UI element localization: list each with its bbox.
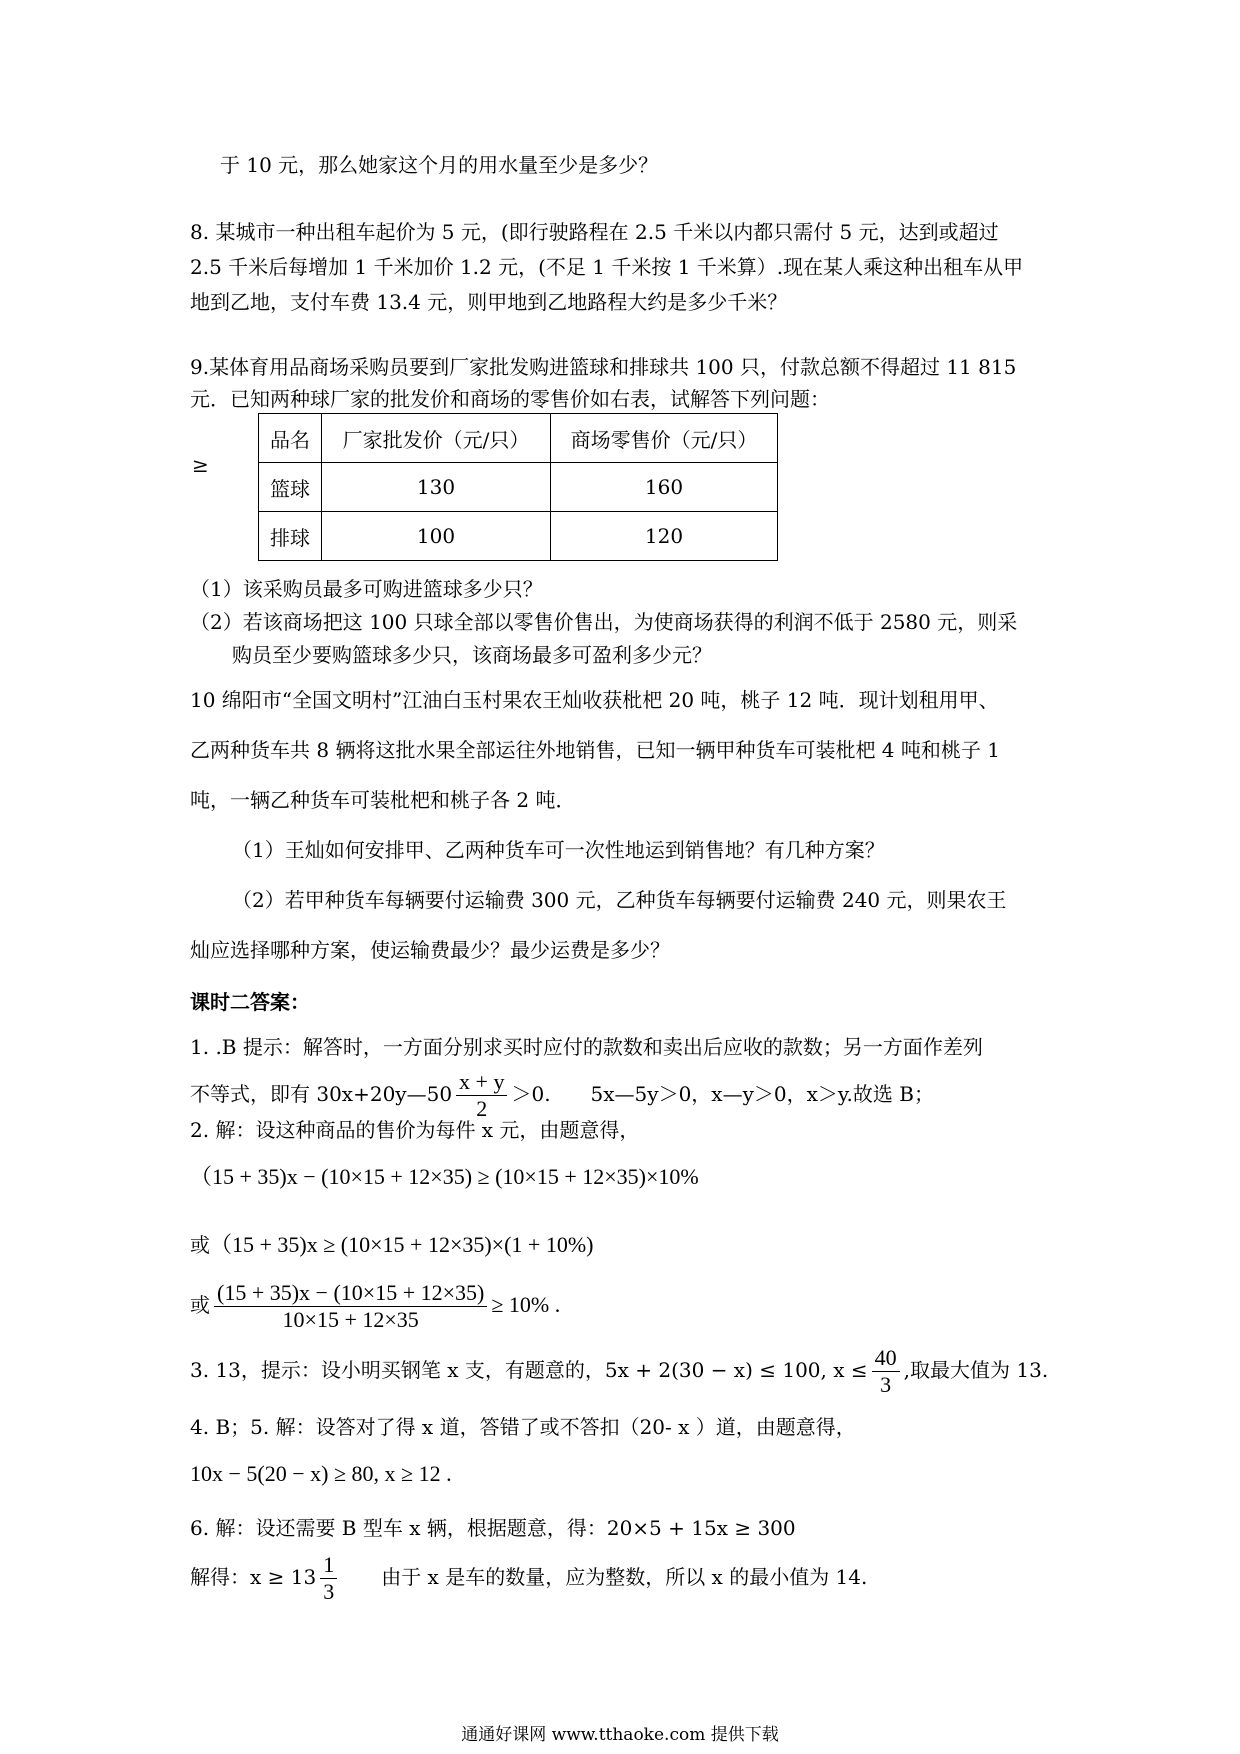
fraction-denominator: 2 xyxy=(476,1096,488,1121)
fraction-numerator: x + y xyxy=(456,1069,507,1096)
question-10: 10 绵阳市“全国文明村”江油白玉村果农王灿收获枇杷 20 吨，桃子 12 吨．现计划租用甲、 xyxy=(190,688,999,712)
answer-1: 1. .B 提示：解答时，一方面分别求买时应付的款数和卖出后应收的款数；另一方面作差列 xyxy=(190,1035,983,1059)
answer-6-text-2: 由于 x 是车的数量，应为整数，所以 x 的最小值为 14. xyxy=(381,1565,868,1589)
answer-2-equation-1: （15 + 35)x − (10×15 + 12×35) ≥ (10×15 + 12×35)×10% xyxy=(190,1164,699,1189)
table-cell: 120 xyxy=(551,512,778,561)
table-row xyxy=(259,512,778,561)
fraction-numerator: 1 xyxy=(320,1552,337,1579)
answer-5-equation: 10x − 5(20 − x) ≥ 80, x ≥ 12 . xyxy=(190,1461,452,1486)
answer-2-equation-3 xyxy=(190,1275,560,1335)
fraction-denominator: 3 xyxy=(880,1372,892,1397)
table-cell: 160 xyxy=(551,463,778,512)
question-10-line-3: 吨，一辆乙种货车可装枇杷和桃子各 2 吨． xyxy=(190,788,576,812)
question-9-part-2-line-2: 购员至少要购篮球多少只，该商场最多可盈利多少元？ xyxy=(232,643,712,667)
table-cell: 130 xyxy=(322,463,551,512)
table-cell: 100 xyxy=(322,512,551,561)
question-10-line-2: 乙两种货车共 8 辆将这批水果全部运往外地销售，已知一辆甲种货车可装枇杷 4 吨和桃子 1 xyxy=(190,738,1000,762)
table-header-row xyxy=(259,414,778,463)
or-label: 或 xyxy=(190,1293,210,1317)
answer-2: 2. 解：设这种商品的售价为每件 x 元，由题意得， xyxy=(190,1118,640,1142)
table-cell: 篮球 xyxy=(259,463,322,512)
fraction-denominator: 3 xyxy=(323,1579,335,1604)
table-header-cell: 厂家批发价（元/只） xyxy=(322,414,551,463)
fraction xyxy=(320,1552,337,1605)
table-cell: 排球 xyxy=(259,512,322,561)
question-9-part-2: （2）若该商场把这 100 只球全部以零售价售出，为使商场获得的利润不低于 2580 元，则采 xyxy=(190,610,1018,634)
equation-tail: ≥ 10% . xyxy=(491,1292,561,1317)
table-row xyxy=(259,463,778,512)
stray-symbol: ≥ xyxy=(192,453,209,477)
question-8-line-3: 地到乙地，支付车费 13.4 元，则甲地到乙地路程大约是多少千米？ xyxy=(190,290,788,314)
table-header-cell: 品名 xyxy=(259,414,322,463)
answer-3-text: 3. 13，提示：设小明买钢笔 x 支，有题意的，5x + 2(30 − x) ≤ 100, x ≤ xyxy=(190,1358,868,1382)
question-9-line-2: 元．已知两种球厂家的批发价和商场的零售价如右表，试解答下列问题： xyxy=(190,387,830,411)
question-8: 8. 某城市一种出租车起价为 5 元，(即行驶路程在 2.5 千米以内都只需付 5 元，达到或超过 xyxy=(190,220,999,244)
answer-1-text-2: ＞0. 5x—5y＞0，x—y＞0，x＞y.故选 B； xyxy=(511,1082,934,1106)
question-10-part-1: （1）王灿如何安排甲、乙两种货车可一次性地运到销售地？有几种方案？ xyxy=(232,838,885,862)
fraction-numerator: (15 + 35)x − (10×15 + 12×35) xyxy=(214,1280,487,1307)
answer-3-text-2: ,取最大值为 13. xyxy=(903,1358,1049,1382)
question-10-part-2-line-2: 灿应选择哪种方案，使运输费最少？最少运费是多少？ xyxy=(190,938,670,962)
question-9: 9.某体育用品商场采购员要到厂家批发购进篮球和排球共 100 只，付款总额不得超过 11 815 xyxy=(190,355,1017,379)
answer-6-line-2 xyxy=(190,1547,867,1607)
fraction-denominator: 10×15 + 12×35 xyxy=(282,1307,419,1332)
answer-2-equation-2 xyxy=(190,1230,593,1260)
page-footer: 通通好课网 www.tthaoke.com 提供下载 xyxy=(461,1725,779,1745)
answer-4-5: 4. B；5. 解：设答对了得 x 道，答错了或不答扣（20- x ）道，由题意得， xyxy=(190,1415,856,1439)
answer-6-text: 解得：x ≥ 13 xyxy=(190,1565,317,1589)
fraction xyxy=(872,1345,900,1398)
question-9-part-1: （1）该采购员最多可购进篮球多少只？ xyxy=(190,577,543,601)
answers-heading: 课时二答案： xyxy=(190,990,310,1014)
table-header-cell: 商场零售价（元/只） xyxy=(551,414,778,463)
question-8-line-2: 2.5 千米后每增加 1 千米加价 1.2 元，(不足 1 千米按 1 千米算）.现在某人乘这种出租车从甲 xyxy=(190,255,1024,279)
equation: （15 + 35)x ≥ (10×15 + 12×35)×(1 + 10%) xyxy=(210,1232,594,1257)
answer-6: 6. 解：设还需要 B 型车 x 辆，根据题意，得：20×5 + 15x ≥ 300 xyxy=(190,1516,796,1540)
text-line: 于 10 元，那么她家这个月的用水量至少是多少？ xyxy=(220,153,659,177)
fraction xyxy=(214,1280,487,1333)
or-label: 或 xyxy=(190,1233,210,1257)
answer-3 xyxy=(190,1340,1048,1400)
question-10-part-2: （2）若甲种货车每辆要付运输费 300 元，乙种货车每辆要付运输费 240 元，则果农王 xyxy=(232,888,1007,912)
answer-1-text: 不等式，即有 30x+20y—50 xyxy=(190,1082,453,1106)
price-table xyxy=(258,413,778,561)
fraction-numerator: 40 xyxy=(872,1345,900,1372)
